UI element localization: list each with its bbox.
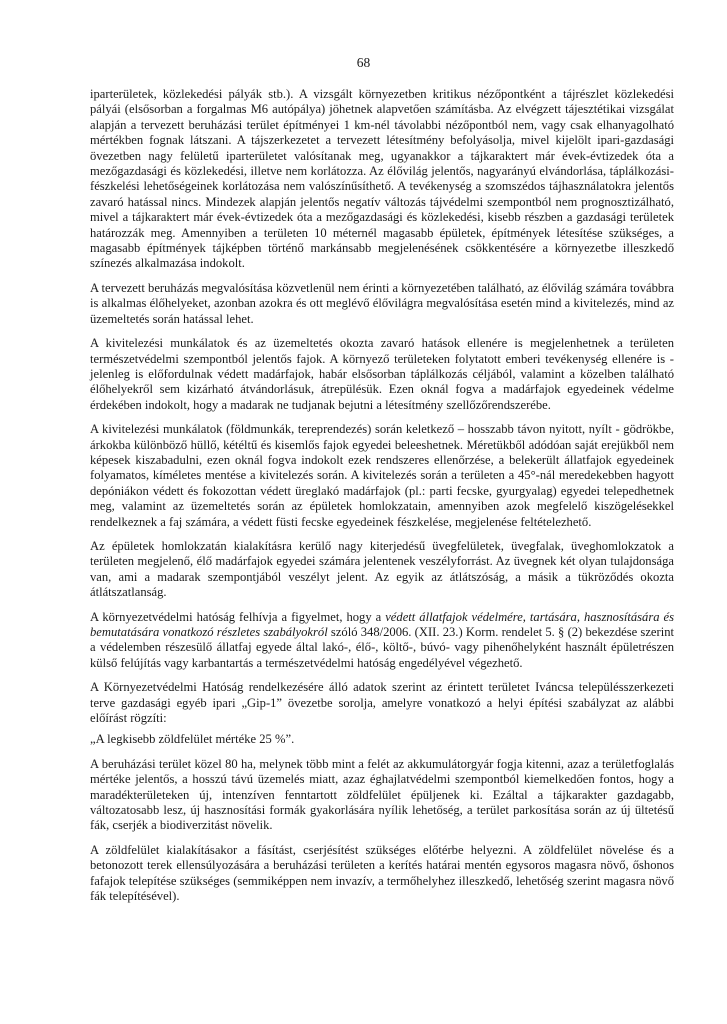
paragraph-4: A kivitelezési munkálatok (földmunkák, tereprendezés) során keletkező – hosszabb távon nyitott, nyílt - gödrökbe, árkokba különböző hüllő, kétéltű és kisemlős fajok egyedei beleeshetnek. Méretükből adódóan saját erejükből nem képesek kiszabadulni, ezen oknál fogva indokolt ezek rendszeres ellenőrzése, a belekerült állatfajok egyedeinek folyamatos, kíméletes mentése a kivitelezés során. A kivitelezés során a területen a 45°-nál meredekebben hagyott depóniákon védett és fokozottan védett üreglakó madárfajok (pl.: parti fecske, gyurgyalag) egyedei telepedhetnek meg, valamint az üzemeltetés során az épületek homlokzatain, amennyiben azok megfelelő kiszögelésekkel rendelkeznek a faj számára, a védett füsti fecske egyedeinek fészkelése, megjelenése feltételezhető. (90, 422, 674, 529)
paragraph-1: iparterületek, közlekedési pályák stb.). A vizsgált környezetben kritikus nézőpontként a tájrészlet közlekedési pályái (elsősorban a forgalmas M6 autópálya) jöhetnek alapvetően számításba. Az elvégzett tájesztétikai vizsgálat alapján a tervezett beruházási terület építményei 1 km-nél távolabbi nézőpontból nem, vagy csak elhanyagolható mértékben fognak látszani. A tájszerkezetet a tervezett létesítmény befolyásolja, mivel kijelölt ipari-gazdasági övezetben nagy felületű iparterületet valósítanak meg, ugyanakkor a tájkaraktert már évek-évtizedek óta a mezőgazdasági és közlekedési, illetve nem korlátozza. Az élővilág jelentős, nagyarányú elvándorlása, táplálkozási-fészkelési lehetőségeinek korlátozása nem valószínűsíthető. A tevékenység a szomszédos tájhasználatokra jelentős zavaró hatással nincs. Mindezek alapján jelentős negatív változás tájvédelmi szempontból nem prognosztizálható, mivel a tájkaraktert már évek-évtizedek óta a mezőgazdasági és közlekedési, kisebb részben a gazdasági területek határozzák meg. Amennyiben a területen 10 méternél magasabb épületek, építmények létesítése szükséges, a magasabb építmények tájképben történő markánsabb megjelenésének csökkentésére a környezetbe illeszkedő színezés alkalmazása indokolt. (90, 87, 674, 271)
paragraph-6-text-a: A környezetvédelmi hatóság felhívja a figyelmet, hogy a (90, 609, 386, 624)
paragraph-10: A zöldfelület kialakításakor a fásítást, cserjésítést szükséges előtérbe helyezni. A zöldfelület növelése és a betonozott terek ellensúlyozására a beruházási területen a kerítés határai mentén egysoros magasra növő, őshonos fafajok telepítése szükséges (semmiképpen nem invazív, a termőhelyhez illeszkedő, lehetőség szerint magasra növő fák telepítésével). (90, 842, 674, 904)
paragraph-7: A Környezetvédelmi Hatóság rendelkezésére álló adatok szerint az érintett területet Iváncsa településszerkezeti terve gazdasági egyéb ipari „Gip-1” övezetbe sorolja, amelyre vonatkozó a helyi építési szabályzat az alábbi előírást rögzíti: (90, 680, 674, 726)
paragraph-3: A kivitelezési munkálatok és az üzemeltetés okozta zavaró hatások ellenére is megjelenhetnek a területen természetvédelmi szempontból jelentős fajok. A környező területeken folytatott emberi tevékenység ellenére is - jelenleg is előfordulnak védett madárfajok, habár elsősorban táplálkozás céljából, valamint a közelben található élőhelyekről sem kizárható átvándorlásuk, átrepülésük. Ezen oknál fogva a madárfajok egyedeinek védelme érdekében indokolt, hogy a madarak ne tudjanak bejutni a létesítmény szellőzőrendszerébe. (90, 336, 674, 412)
paragraph-9: A beruházási terület közel 80 ha, melynek több mint a felét az akkumulátorgyár fogja kitenni, azaz a területfoglalás mértéke jelentős, a hosszú távú üzemelés miatt, azaz éghajlatvédelmi szempontból kiemelkedően fontos, hogy a maradékterületeken új, intenzíven fenntartott zöldfelület épüljenek ki. Ezáltal a tájkarakter gazdagabb, változatosabb lesz, új hasznosítási formák gyakorlására nyílik lehetőség, a terület parkosítása során az új ültetésű fák, cserjék a biodiverzitást növelik. (90, 756, 674, 833)
document-body (90, 87, 674, 914)
regulation-quote: „A legkisebb zöldfelület mértéke 25 %”. (90, 732, 295, 747)
paragraph-6-text-b: szóló 348/2006. (XII. 23.) Korm. rendelet 5. § (2) bekezdése szerint a védelemben részesülő állatfaj egyede által lakó-, élő-, költő-, búvó- vagy pihenőhelyként használt épületrészen külső felújítás vagy karbantartás a természetvédelmi hatóság engedélyével végezhető. (90, 625, 674, 670)
regulation-title: védett állatfajok védelmére, tartására, hasznosítására és bemutatására vonatkozó részletes szabályokról (90, 609, 675, 639)
paragraph-6 (90, 610, 674, 672)
paragraph-2: A tervezett beruházás megvalósítása közvetlenül nem érinti a környezetében található, az élővilág számára továbbra is alkalmas élőhelyeket, azonban azokra és ott meglévő élővilágra megvalósítása esetén mind a kivitelezés, mind az üzemeltetés során hatással lehet. (90, 280, 674, 326)
page-number: 68 (356, 55, 371, 70)
paragraph-5: Az épületek homlokzatán kialakításra kerülő nagy kiterjedésű üvegfelületek, üvegfalak, üveghomlokzatok a területen megjelenő, élő madárfajok egyedei számára jelentenek veszélyforrást. Az üvegnek két olyan tulajdonsága van, ami a madarak szempontjából veszélyt jelent. Az egyik az átlátszóság, a másik a tükröződés okozta átlátszatlanság. (90, 538, 674, 600)
